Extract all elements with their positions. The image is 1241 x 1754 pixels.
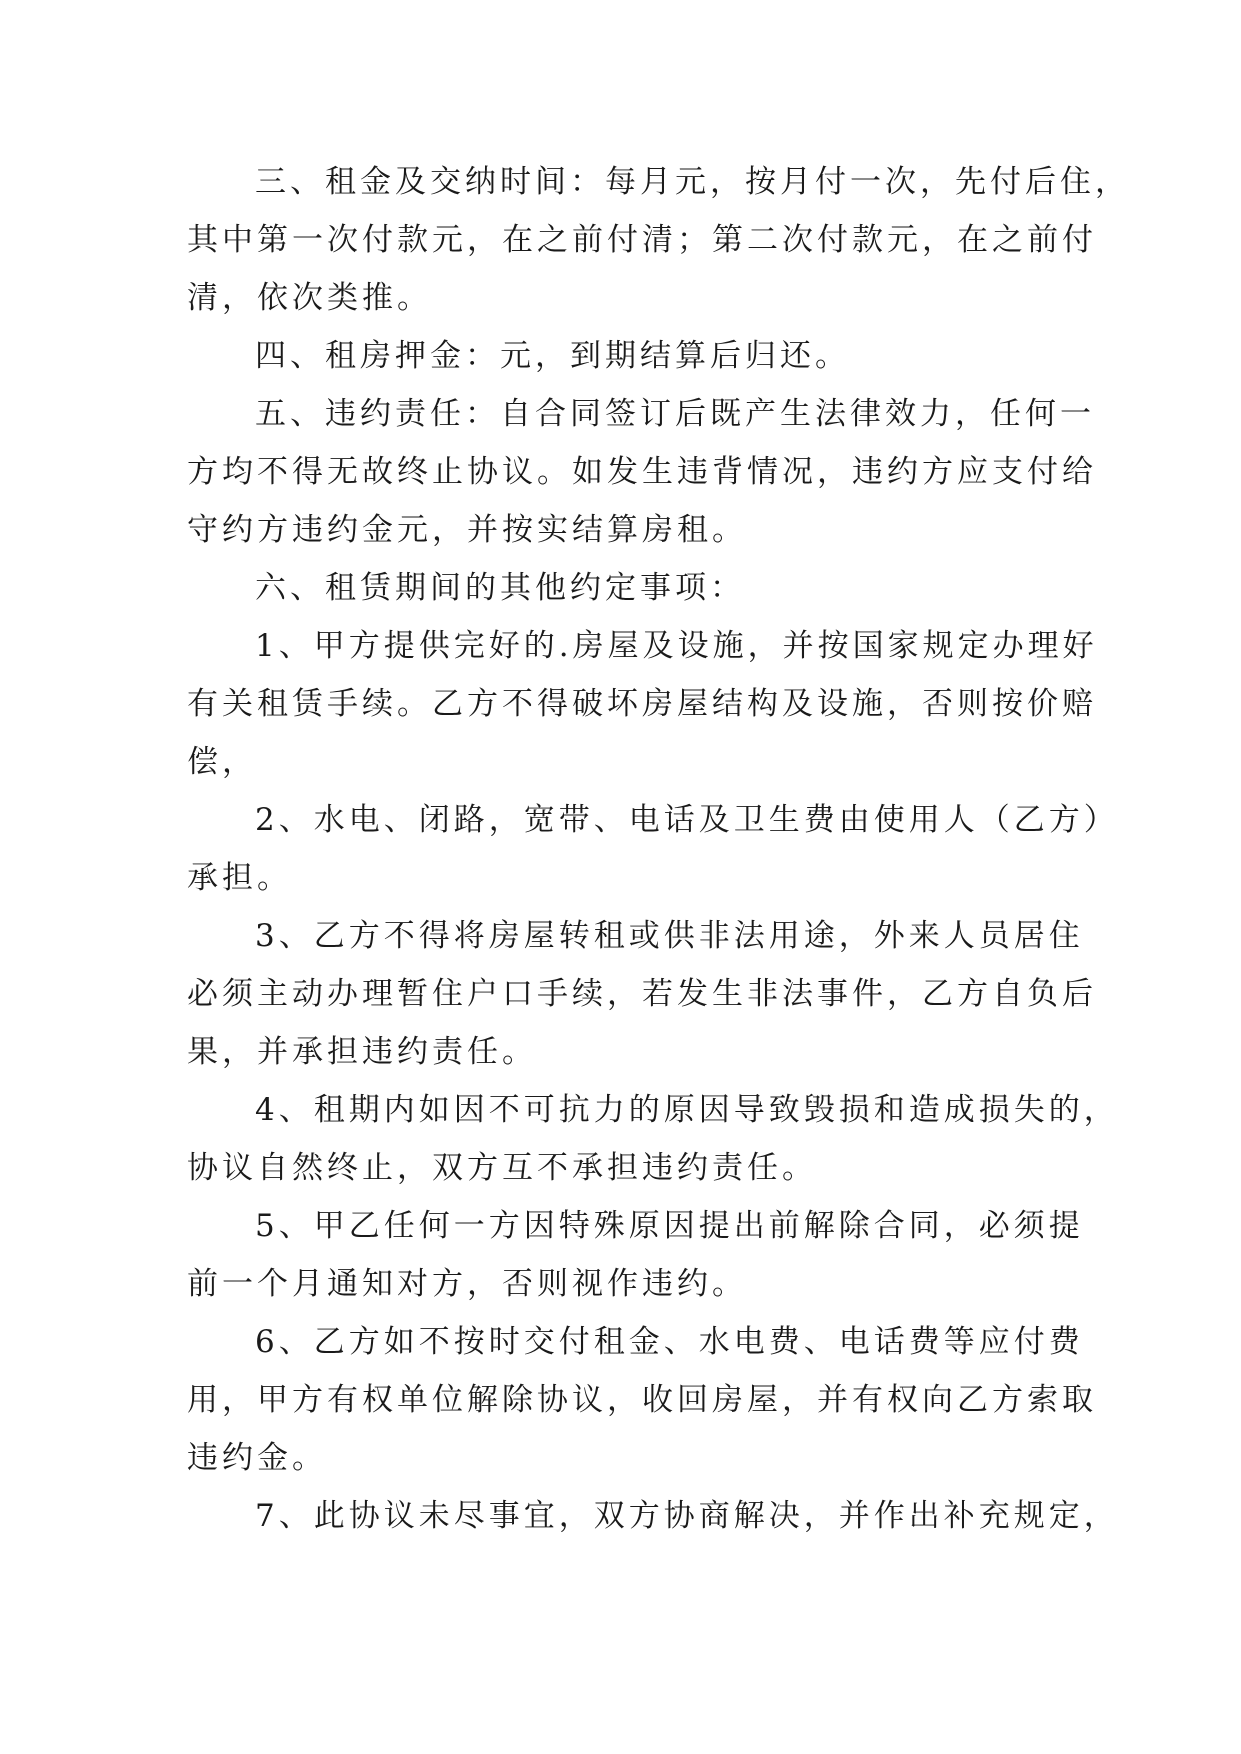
text-line: 清，依次类推。 [187, 280, 432, 316]
text-line: 其中第一次付款元，在之前付清；第二次付款元，在之前付 [187, 222, 1097, 258]
text-line: 守约方违约金元，并按实结算房租。 [187, 512, 747, 548]
text-line: 四、租房押金：元，到期结算后归还。 [255, 338, 850, 374]
text-line: 三、租金及交纳时间：每月元，按月付一次，先付后住， [255, 164, 1130, 200]
text-line: 六、租赁期间的其他约定事项： [255, 570, 745, 606]
text-line: 1、甲方提供完好的.房屋及设施，并按国家规定办理好 [255, 628, 1098, 664]
text-line: 必须主动办理暂住户口手续，若发生非法事件，乙方自负后 [187, 976, 1097, 1012]
text-line: 有关租赁手续。乙方不得破坏房屋结构及设施，否则按价赔 [187, 686, 1097, 722]
text-line: 协议自然终止，双方互不承担违约责任。 [187, 1150, 817, 1186]
text-line: 承担。 [187, 860, 292, 896]
text-line: 用，甲方有权单位解除协议，收回房屋，并有权向乙方索取 [187, 1382, 1097, 1418]
text-line: 果，并承担违约责任。 [187, 1034, 537, 1070]
text-line: 违约金。 [187, 1440, 327, 1476]
text-line: 3、乙方不得将房屋转租或供非法用途，外来人员居住 [255, 918, 1084, 954]
text-line: 7、此协议未尽事宜，双方协商解决，并作出补充规定， [255, 1498, 1119, 1534]
text-line: 2、水电、闭路，宽带、电话及卫生费由使用人（乙方） [255, 802, 1119, 838]
text-line: 4、租期内如因不可抗力的原因导致毁损和造成损失的， [255, 1092, 1119, 1128]
text-line: 前一个月通知对方，否则视作违约。 [187, 1266, 747, 1302]
text-line: 6、乙方如不按时交付租金、水电费、电话费等应付费 [255, 1324, 1084, 1360]
text-line: 五、违约责任：自合同签订后既产生法律效力，任何一 [255, 396, 1095, 432]
text-line: 5、甲乙任何一方因特殊原因提出前解除合同，必须提 [255, 1208, 1084, 1244]
text-line: 方均不得无故终止协议。如发生违背情况，违约方应支付给 [187, 454, 1097, 490]
contract-body [187, 153, 1130, 1545]
text-line: 偿， [187, 744, 257, 780]
